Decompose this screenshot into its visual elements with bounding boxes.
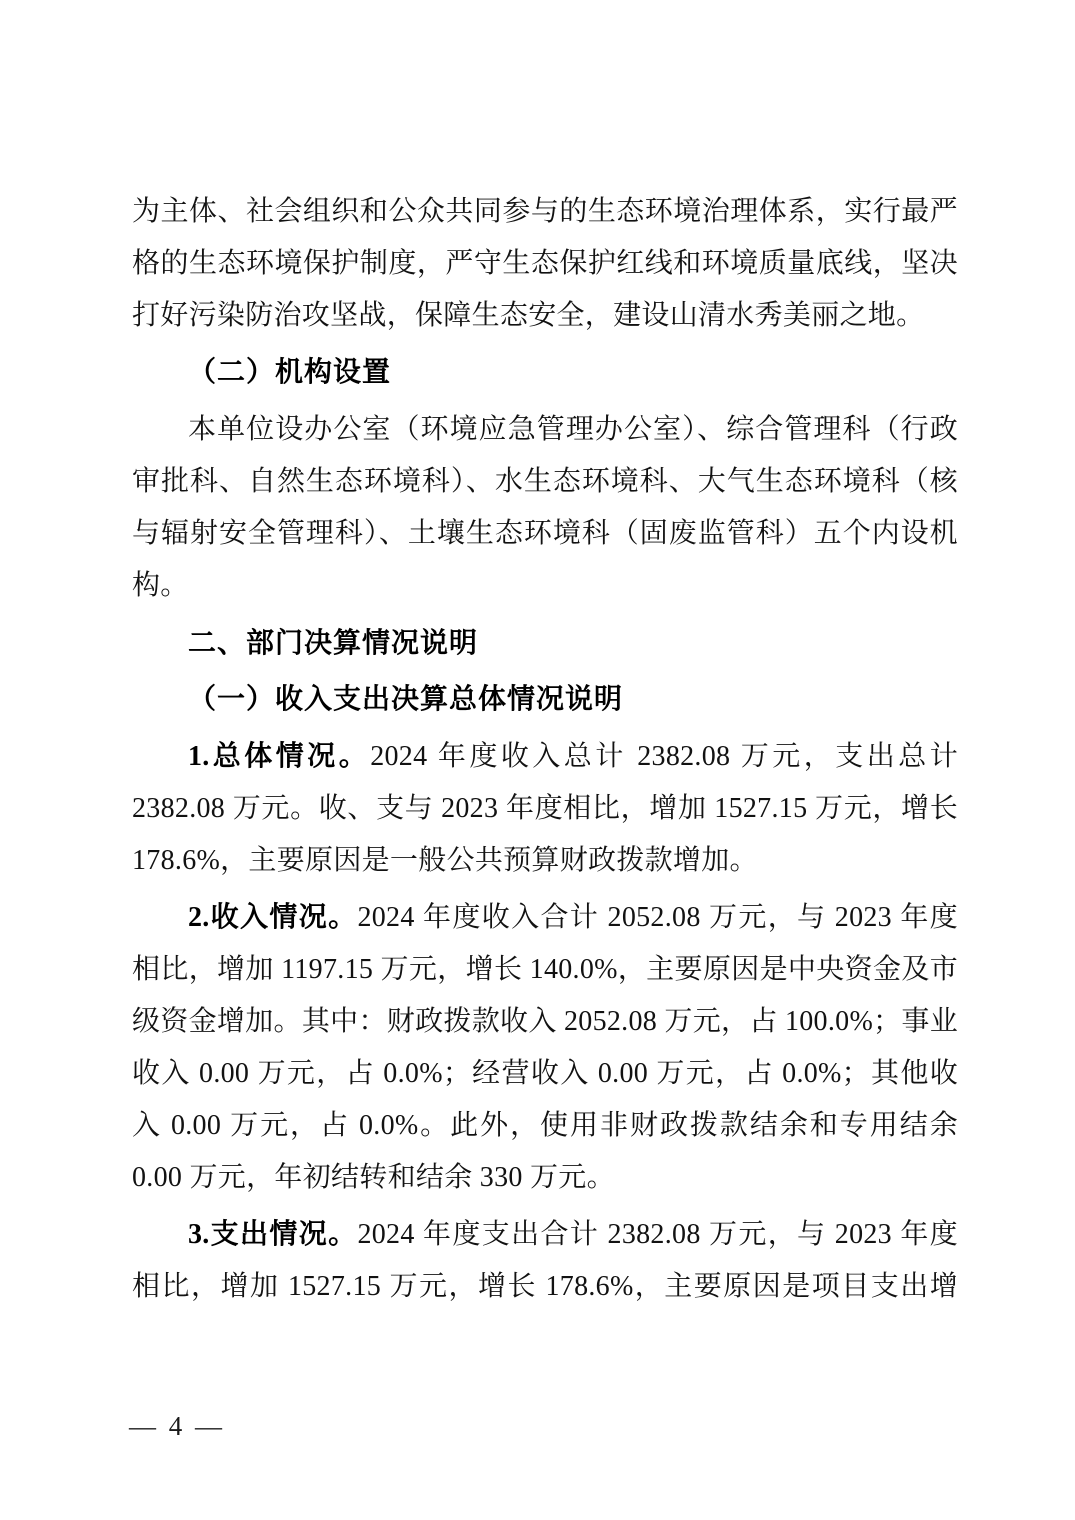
paragraph-text-overall: 2024 年度收入总计 2382.08 万元，支出总计 2382.08 万元。收、支与 2023 年度相比，增加 1527.15 万元，增长 178.6%，主要原因是一般公共预算财政拨款增加。 — [132, 741, 958, 876]
paragraph-lead-overall: 1.总体情况。 — [188, 741, 371, 772]
paragraph-text-income: 2024 年度收入合计 2052.08 万元，与 2023 年度相比，增加 1197.15 万元，增长 140.0%，主要原因是中央资金及市级资金增加。其中：财政拨款收入 2052.08 万元，占 100.0%；事业收入 0.00 万元，占 0.0%；经营收入 0.00 万元，占 0.0%；其他收入 0.00 万元，占 0.0%。此外，使用非财政拨款结余和专用结余 0.00 万元，年初结转和结余 330 万元。 — [132, 902, 958, 1193]
paragraph-expenditure-situation — [132, 1209, 958, 1313]
section-heading-organization-setup: （二）机构设置 — [188, 357, 392, 388]
paragraph-income-situation — [132, 892, 958, 1204]
paragraph-lead-expenditure: 3.支出情况。 — [188, 1219, 358, 1250]
paragraph-lead-income: 2.收入情况。 — [188, 902, 358, 933]
footer-page-number: — 4 — — [129, 1411, 225, 1441]
paragraph-internal-departments: 本单位设办公室（环境应急管理办公室）、综合管理科（行政审批科、自然生态环境科）、水生态环境科、大气生态环境科（核与辐射安全管理科）、土壤生态环境科（固废监管科）五个内设机构。 — [132, 414, 958, 601]
paragraph-overall-situation — [132, 731, 958, 887]
paragraph-text-expenditure: 2024 年度支出合计 2382.08 万元，与 2023 年度相比，增加 1527.15 万元，增长 178.6%，主要原因是项目支出增 — [132, 1219, 958, 1302]
document-body — [132, 186, 958, 1313]
section-heading-income-expenditure-overview: （一）收入支出决算总体情况说明 — [188, 684, 624, 715]
section-heading-final-accounts-explanation: 二、部门决算情况说明 — [188, 627, 479, 658]
paragraph-governance-continuation: 为主体、社会组织和公众共同参与的生态环境治理体系，实行最严格的生态环境保护制度，严守生态保护红线和环境质量底线，坚决打好污染防治攻坚战，保障生态安全，建设山清水秀美丽之地。 — [132, 196, 958, 331]
